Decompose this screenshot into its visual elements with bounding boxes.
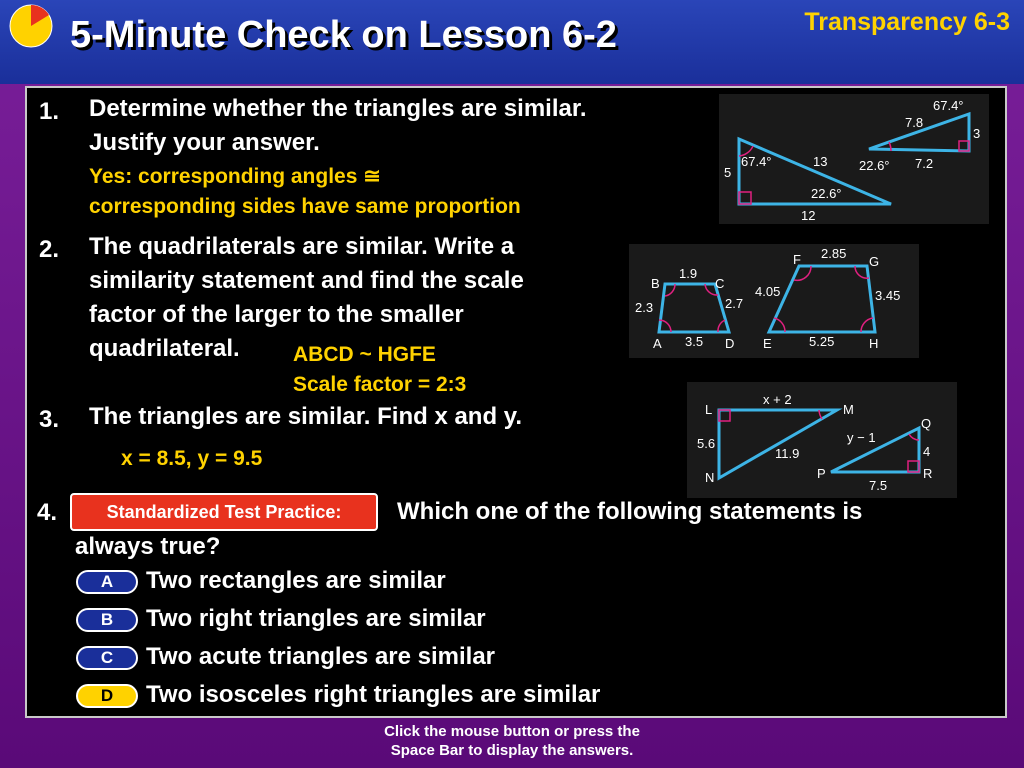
q1-label: 22.6° <box>859 158 890 173</box>
footer-instructions <box>0 722 1024 760</box>
q2-answer-line1: ABCD ~ HGFE <box>293 343 436 366</box>
q1-label: 7.2 <box>915 156 934 171</box>
standardized-test-badge: Standardized Test Practice: <box>70 493 378 531</box>
q3-label: 5.6 <box>697 436 716 451</box>
q3-number: 3. <box>39 406 60 433</box>
q3-label: y − 1 <box>847 430 876 445</box>
q1-label: 67.4° <box>933 98 964 113</box>
q3-label: 11.9 <box>775 446 800 461</box>
option-b-text: Two right triangles are similar <box>146 605 486 632</box>
q1-line1: Determine whether the triangles are similar. <box>89 95 587 122</box>
q4-line2: always true? <box>75 533 221 560</box>
q2-label: 5.25 <box>809 334 835 349</box>
option-a-letter[interactable]: A <box>76 570 138 594</box>
q2-label: E <box>763 336 772 351</box>
q1-label: 3 <box>973 126 981 141</box>
q4-number: 4. <box>37 499 58 526</box>
q1-figure <box>719 94 989 224</box>
option-c-text: Two acute triangles are similar <box>146 643 496 670</box>
q3-label: Q <box>921 416 932 431</box>
q3-label: N <box>705 470 715 485</box>
q2-number: 2. <box>39 236 60 263</box>
clock-icon <box>8 3 54 49</box>
q1-label: 5 <box>724 165 732 180</box>
option-a[interactable] <box>76 566 776 600</box>
footer-line2: Space Bar to display the answers. <box>390 742 634 759</box>
q1-line2: Justify your answer. <box>89 129 320 156</box>
q4-line1: Which one of the following statements is <box>397 498 863 525</box>
q2-answer-line2: Scale factor = 2:3 <box>293 373 467 396</box>
option-b[interactable] <box>76 604 776 638</box>
q2-line2: similarity statement and find the scale <box>89 267 524 294</box>
q2-line1: The quadrilaterals are similar. Write a <box>89 233 515 260</box>
q2-label: 2.85 <box>821 246 847 261</box>
footer-line1: Click the mouse button or press the <box>384 723 640 740</box>
option-c-letter[interactable]: C <box>76 646 138 670</box>
q3-label: 7.5 <box>869 478 888 493</box>
q2-label: C <box>715 276 725 291</box>
q1-text <box>89 92 587 160</box>
option-d-text: Two isosceles right triangles are similar <box>146 681 601 708</box>
q1-answer-line1: Yes: corresponding angles ≅ <box>89 165 381 188</box>
q3-label: L <box>705 402 713 417</box>
q3-label: M <box>843 402 854 417</box>
option-c[interactable] <box>76 642 776 676</box>
q2-label: F <box>793 252 801 267</box>
q3-label: 4 <box>923 444 931 459</box>
q2-label: G <box>869 254 880 269</box>
q2-label: A <box>653 336 662 351</box>
header-bar <box>0 0 1024 84</box>
q2-label: 4.05 <box>755 284 781 299</box>
option-b-letter[interactable]: B <box>76 608 138 632</box>
q1-label: 7.8 <box>905 115 924 130</box>
q2-label: 2.3 <box>635 300 654 315</box>
q3-label: P <box>817 466 826 481</box>
option-a-text: Two rectangles are similar <box>146 567 446 594</box>
transparency-label: Transparency 6-3 <box>804 8 1010 36</box>
q3-label: R <box>923 466 933 481</box>
q3-label: x + 2 <box>763 392 792 407</box>
q1-label: 22.6° <box>811 186 842 201</box>
q2-label: 1.9 <box>679 266 698 281</box>
option-d[interactable] <box>76 680 776 714</box>
q1-number: 1. <box>39 98 60 125</box>
q2-figure <box>629 244 919 358</box>
q1-answer-line2: corresponding sides have same proportion <box>89 195 521 218</box>
option-d-letter[interactable]: D <box>76 684 138 708</box>
q3-figure <box>687 382 957 498</box>
q1-label: 12 <box>801 208 816 223</box>
page-title: 5-Minute Check on Lesson 6-2 <box>70 14 617 56</box>
q2-label: B <box>651 276 660 291</box>
q3-text: The triangles are similar. Find x and y. <box>89 403 523 430</box>
q2-label: 3.45 <box>875 288 901 303</box>
q2-label: 3.5 <box>685 334 704 349</box>
q1-answer <box>89 162 521 222</box>
q2-label: H <box>869 336 879 351</box>
q2-answer <box>293 340 466 400</box>
q1-label: 67.4° <box>741 154 772 169</box>
q1-label: 13 <box>813 154 828 169</box>
q2-label: D <box>725 336 735 351</box>
q2-line4: quadrilateral. <box>89 335 240 362</box>
q2-label: 2.7 <box>725 296 744 311</box>
q2-line3: factor of the larger to the smaller <box>89 301 464 328</box>
q3-answer: x = 8.5, y = 9.5 <box>121 447 263 470</box>
